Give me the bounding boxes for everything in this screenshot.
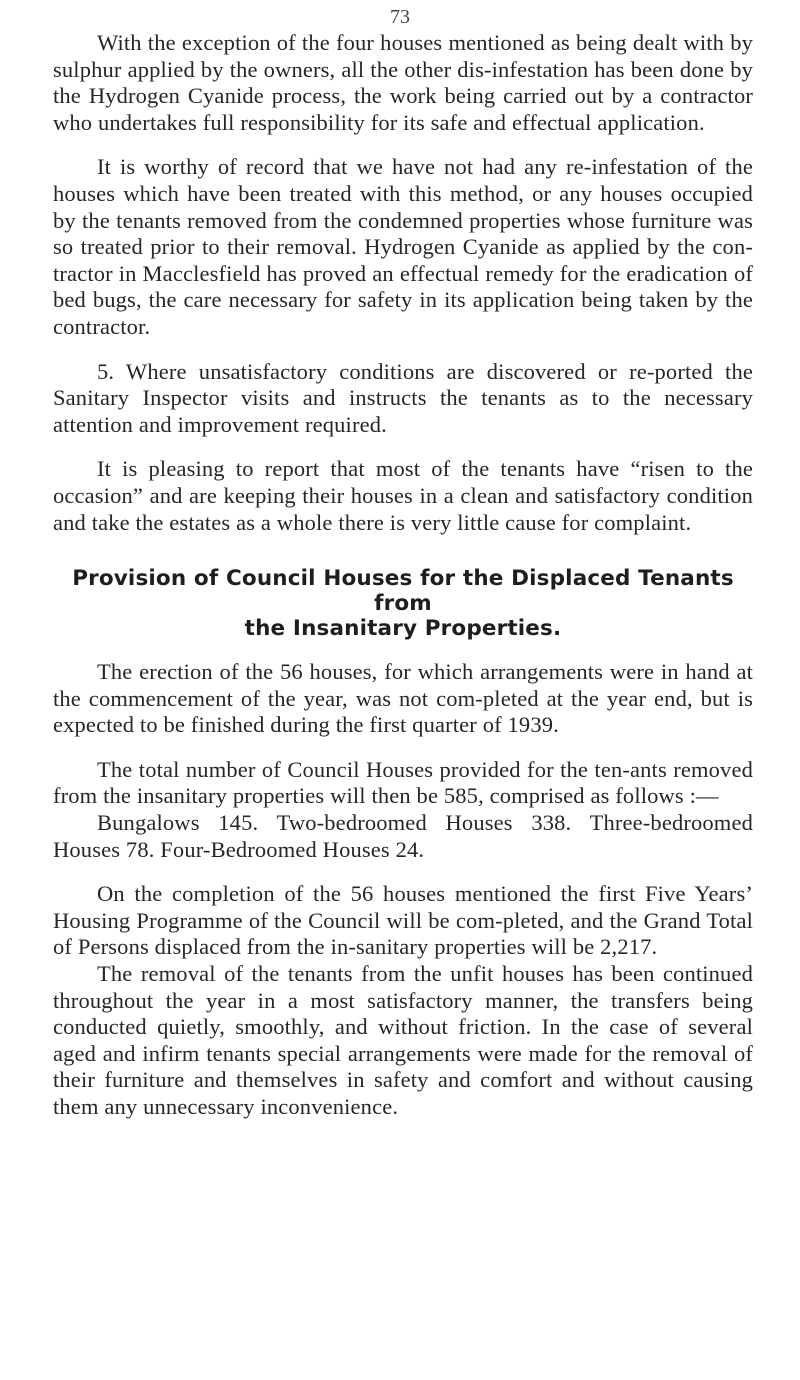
paragraph-total-council-houses: The total number of Council Houses provided for the ten-ants removed from the insanitary properties will then be 585, comprised as follows :—: [53, 756, 753, 809]
paragraph-tenants-condition: It is pleasing to report that most of the tenants have “risen to the occasion” and are keeping their houses in a clean and satisfactory condition and take the estates as a whole there is very little cause for complaint.: [53, 456, 753, 535]
paragraph-reinfestation-record: It is worthy of record that we have not had any re-infestation of the houses which have been treated with this method, or any houses occupied by the tenants removed from the condemned properties whose furniture was so treated prior to their removal. Hydrogen Cyanide as applied by the con-tractor in Macclesfield has proved an effectual remedy for the eradication of bed bugs, the care necessary for safety in its application being taken by the contractor.: [53, 154, 753, 339]
paragraph-erection-of-houses: The erection of the 56 houses, for which arrangements were in hand at the commencement of the year, was not com-pleted at the year end, but is expected to be finished during the first quarter of 1939.: [53, 659, 753, 738]
housing-breakdown-list: Bungalows 145. Two-bedroomed Houses 338. Three-bedroomed Houses 78. Four-Bedroomed Houses 24.: [53, 810, 753, 862]
section-heading: [53, 566, 753, 641]
section-heading-line-2: the Insanitary Properties.: [244, 616, 562, 642]
body-text: [53, 30, 753, 1121]
paragraph-sanitary-inspector: 5. Where unsatisfactory conditions are discovered or re-ported the Sanitary Inspector visits and instructs the tenants as to the necessary attention and improvement required.: [53, 358, 753, 437]
paragraph-programme-completion: On the completion of the 56 houses mentioned the first Five Years’ Housing Programme of the Council will be com-pleted, and the Grand Total of Persons displaced from the in-sanitary properties will be 2,217.: [53, 881, 753, 960]
page-number: 73: [390, 6, 410, 28]
paragraph-disinfestation-method: With the exception of the four houses mentioned as being dealt with by sulphur applied by the owners, all the other dis-infestation has been done by the Hydrogen Cyanide process, the work being carried out by a contractor who undertakes full responsibility for its safe and effectual application.: [53, 30, 753, 135]
paragraph-removal-of-tenants: The removal of the tenants from the unfit houses has been continued throughout the year in a most satisfactory manner, the transfers being conducted quietly, smoothly, and without friction. In the case of several aged and infirm tenants special arrangements were made for the removal of their furniture and themselves in safety and comfort and without causing them any unnecessary inconvenience.: [53, 961, 753, 1119]
section-heading-line-1: Provision of Council Houses for the Displaced Tenants from: [72, 566, 734, 617]
